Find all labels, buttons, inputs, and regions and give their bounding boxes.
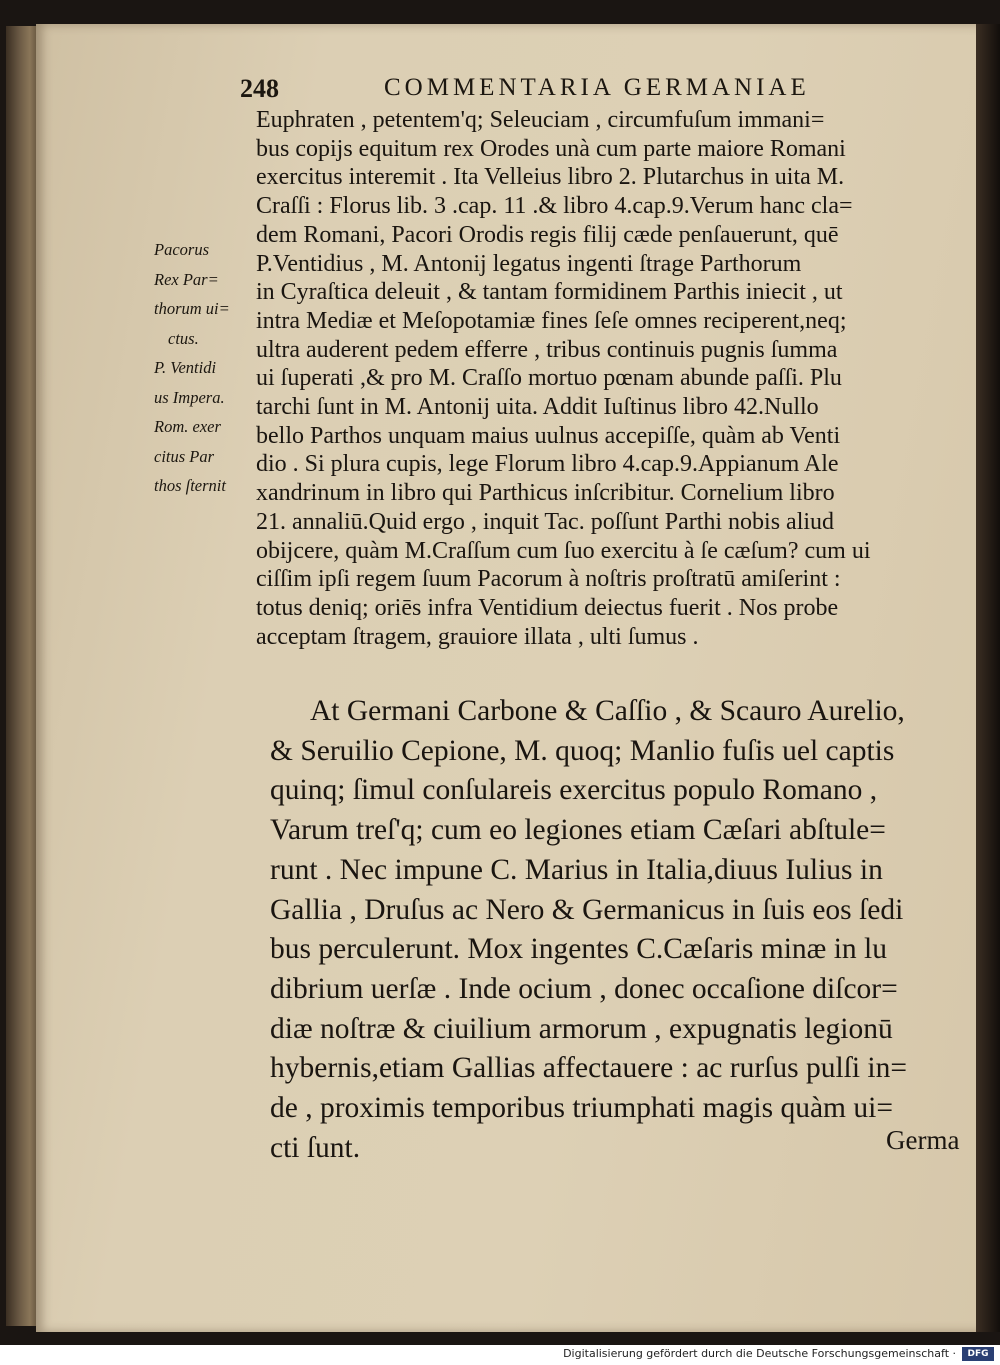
text-line: At Germani Carbone & Caſſio , & Scauro Aurelio, [310, 695, 905, 727]
marginal-note-line: ctus. [168, 328, 199, 348]
second-paragraph [270, 692, 970, 1168]
catchword: Germa [886, 1125, 960, 1155]
text-line: xandrinum in libro qui Parthicus inſcribitur. Cornelium libro [256, 480, 835, 507]
text-line: runt . Nec impune C. Marius in Italia,diuus Iulius in [270, 853, 883, 886]
text-line: in Cyraſtica deleuit , & tantam formidinem Parthis iniecit , ut [256, 279, 843, 306]
text-line: acceptam ſtragem, grauiore illata , ulti ſumus . [256, 623, 699, 650]
text-line: Euphraten , petentem'q; Seleuciam , circumfuſum immani= [256, 107, 825, 133]
text-line: exercitus interemit . Ita Velleius libro 2. Plutarchus in uita M. [256, 164, 845, 191]
text-line: dibrium uerſæ . Inde ocium , donec occaſione diſcor= [270, 972, 898, 1005]
page-gutter-shadow [976, 24, 1000, 1332]
footer-bar [0, 1345, 1000, 1365]
text-line: bello Parthos unquam maius uulnus accepiſſe, quàm ab Venti [256, 422, 841, 449]
text-line: P.Ventidius , M. Antonij legatus ingenti ſtrage Parthorum [256, 250, 802, 277]
text-line: Craſſi : Florus lib. 3 .cap. 11 .& libro 4.cap.9.Verum hanc cla= [256, 193, 853, 220]
page-number: 248 [240, 74, 279, 103]
text-line: de , proximis temporibus triumphati magis quàm ui= [270, 1092, 893, 1125]
text-line: Varum treſ'q; cum eo legiones etiam Cæſari abſtule= [270, 814, 886, 847]
marginal-notes [154, 235, 256, 501]
text-line: hybernis,etiam Gallias affectauere : ac rurſus pulſi in= [270, 1052, 908, 1085]
marginal-note-line: citus Par [154, 446, 215, 466]
text-line: cti ſunt. [270, 1131, 361, 1164]
text-line: tarchi ſunt in M. Antonij uita. Addit Iuſtinus libro 42.Nullo [256, 394, 819, 421]
text-line: intra Mediæ et Meſopotamiæ fines ſeſe omnes reciperent,neq; [256, 307, 847, 334]
text-line: ui ſuperati ,& pro M. Craſſo mortuo pœnam abunde paſſi. Plu [256, 365, 842, 392]
text-line: dio . Si plura cupis, lege Florum libro 4.cap.9.Appianum Ale [256, 451, 839, 478]
text-line: totus deniq; oriēs infra Ventidium deiectus fuerit . Nos probe [256, 594, 839, 621]
text-line: dem Romani, Pacori Orodis regis filij cæde penſauerunt, quē [256, 221, 839, 248]
marginal-note-line: us Impera. [154, 387, 225, 407]
running-title: COMMENTARIA GERMANIAE [384, 74, 810, 101]
text-line: bus perculerunt. Mox ingentes C.Cæſaris minæ in lu [270, 933, 887, 966]
text-line: ciſſim ipſi regem ſuum Pacorum à noſtris proſtratū amiſerint : [256, 566, 841, 593]
main-paragraph [256, 106, 968, 651]
digitization-credit: Digitalisierung gefördert durch die Deutsche Forschungsgemeinschaft · [563, 1347, 956, 1360]
marginal-note-line: P. Ventidi [154, 358, 217, 377]
marginal-note-line: thorum ui= [154, 299, 230, 318]
marginal-note-line: Rex Par= [154, 269, 219, 289]
page-header [240, 74, 860, 108]
marginal-note-line: Rom. exer [154, 417, 221, 436]
text-line: diæ noſtræ & ciuilium armorum , expugnatis legionū [270, 1012, 893, 1045]
text-line: 21. annaliū.Quid ergo , inquit Tac. poſſunt Parthi nobis aliud [256, 508, 835, 535]
text-line: obijcere, quàm M.Craſſum cum ſuo exercitu à ſe cæſum? cum ui [256, 537, 871, 564]
text-line: bus copijs equitum rex Orodes unà cum parte maiore Romani [256, 135, 846, 162]
book-page-edges [6, 26, 40, 1326]
marginal-note-line: Pacorus [154, 240, 209, 259]
text-line: ultra auderent pedem efferre , tribus continuis pugnis ſumma [256, 336, 838, 363]
text-line: quinq; ſimul conſulareis exercitus populo Romano , [270, 774, 878, 807]
text-line: & Seruilio Cepione, M. quoq; Manlio fuſis uel captis [270, 734, 895, 767]
marginal-note-line: thos ſternit [154, 476, 226, 495]
dfg-logo: DFG [962, 1347, 994, 1361]
text-line: Gallia , Druſus ac Nero & Germanicus in ſuis eos ſedi [270, 893, 904, 926]
